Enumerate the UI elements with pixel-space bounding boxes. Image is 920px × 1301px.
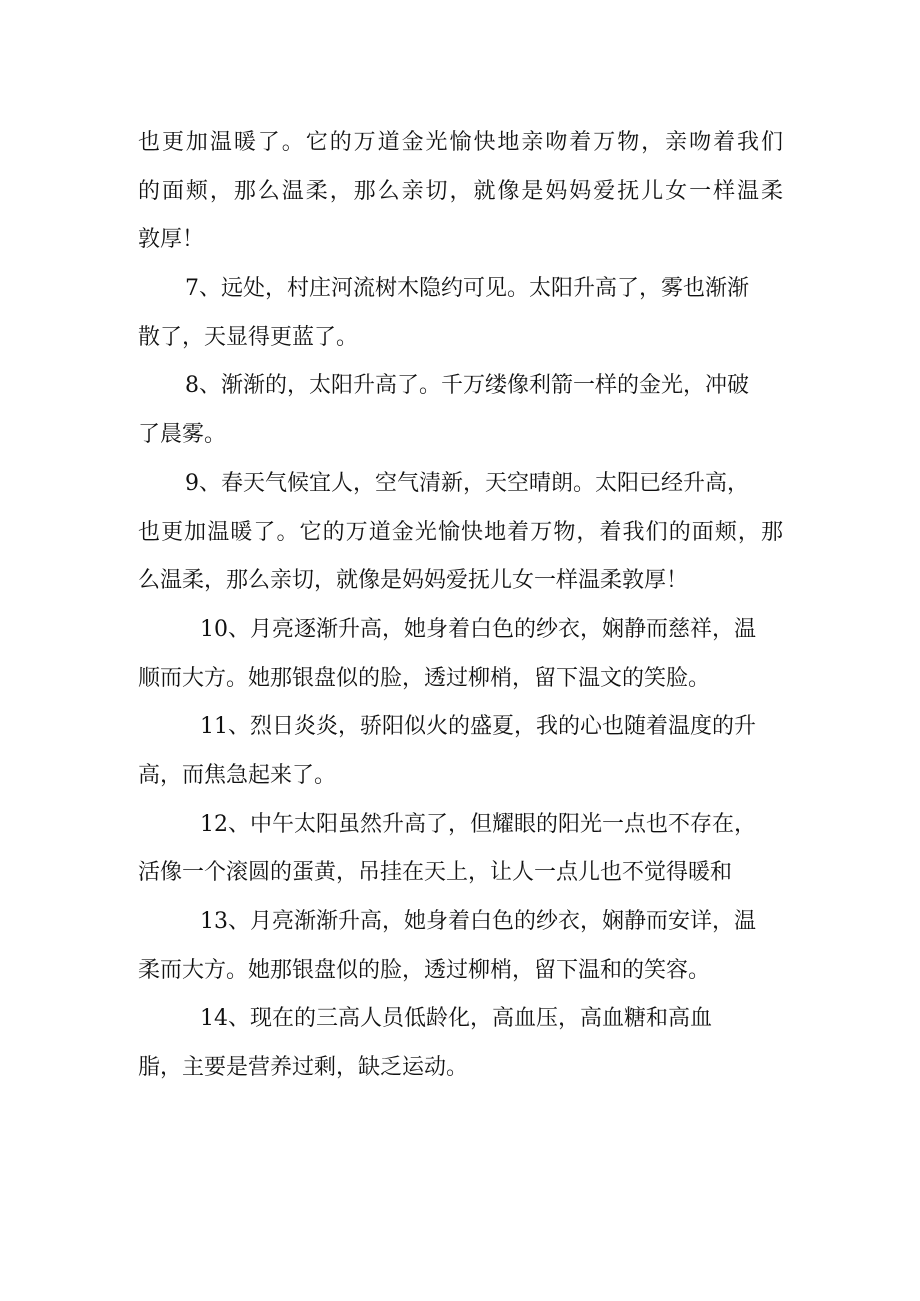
item-9-line: 9、春天气候宜人，空气清新，天空晴朗。太阳已经升高， (185, 470, 749, 496)
text-line: 了晨雾。 (138, 422, 227, 448)
item-13-line: 13、月亮渐渐升高，她身着白色的纱衣，娴静而安详，温 (200, 909, 756, 934)
text-line: 脂，主要是营养过剩，缺乏运动。 (138, 1055, 469, 1081)
text-line: 散了，天显得更蓝了。 (138, 324, 359, 350)
text-line: 也更加温暖了。它的万道金光愉快地着万物，着我们的面颊，那 (138, 519, 783, 545)
item-10-line: 10、月亮逐渐升高，她身着白色的纱衣，娴静而慈祥，温 (200, 616, 756, 642)
text-line: 高，而焦急起来了。 (138, 762, 337, 788)
item-11-line: 11、烈日炎炎，骄阳似火的盛夏，我的心也随着温度的升 (200, 714, 756, 740)
item-7-line: 7、远处，村庄河流树木隐约可见。太阳升高了，雾也渐渐 (185, 276, 749, 302)
item-12-line: 12、中午太阳虽然升高了，但耀眼的阳光一点也不存在， (200, 811, 756, 837)
text-line: 敦厚！ (138, 227, 205, 253)
text-line: 顺而大方。她那银盘似的脸，透过柳梢，留下温文的笑脸。 (138, 665, 711, 691)
document-body (138, 119, 788, 1093)
text-line: 活像一个滚圆的蛋黄，吊挂在天上，让人一点儿也不觉得暖和 (138, 860, 733, 886)
text-line: 么温柔，那么亲切，就像是妈妈爱抚儿女一样温柔敦厚！ (138, 568, 689, 594)
item-8-line: 8、渐渐的，太阳升高了。千万缕像利箭一样的金光，冲破 (185, 373, 749, 399)
text-line: 柔而大方。她那银盘似的脸，透过柳梢，留下温和的笑容。 (138, 957, 711, 983)
text-line: 也更加温暖了。它的万道金光愉快地亲吻着万物，亲吻着我们 (138, 130, 783, 155)
item-14-line: 14、现在的三高人员低龄化，高血压，高血糖和高血 (200, 1006, 712, 1032)
text-line: 的面颊，那么温柔，那么亲切，就像是妈妈爱抚儿女一样温柔 (138, 178, 783, 204)
